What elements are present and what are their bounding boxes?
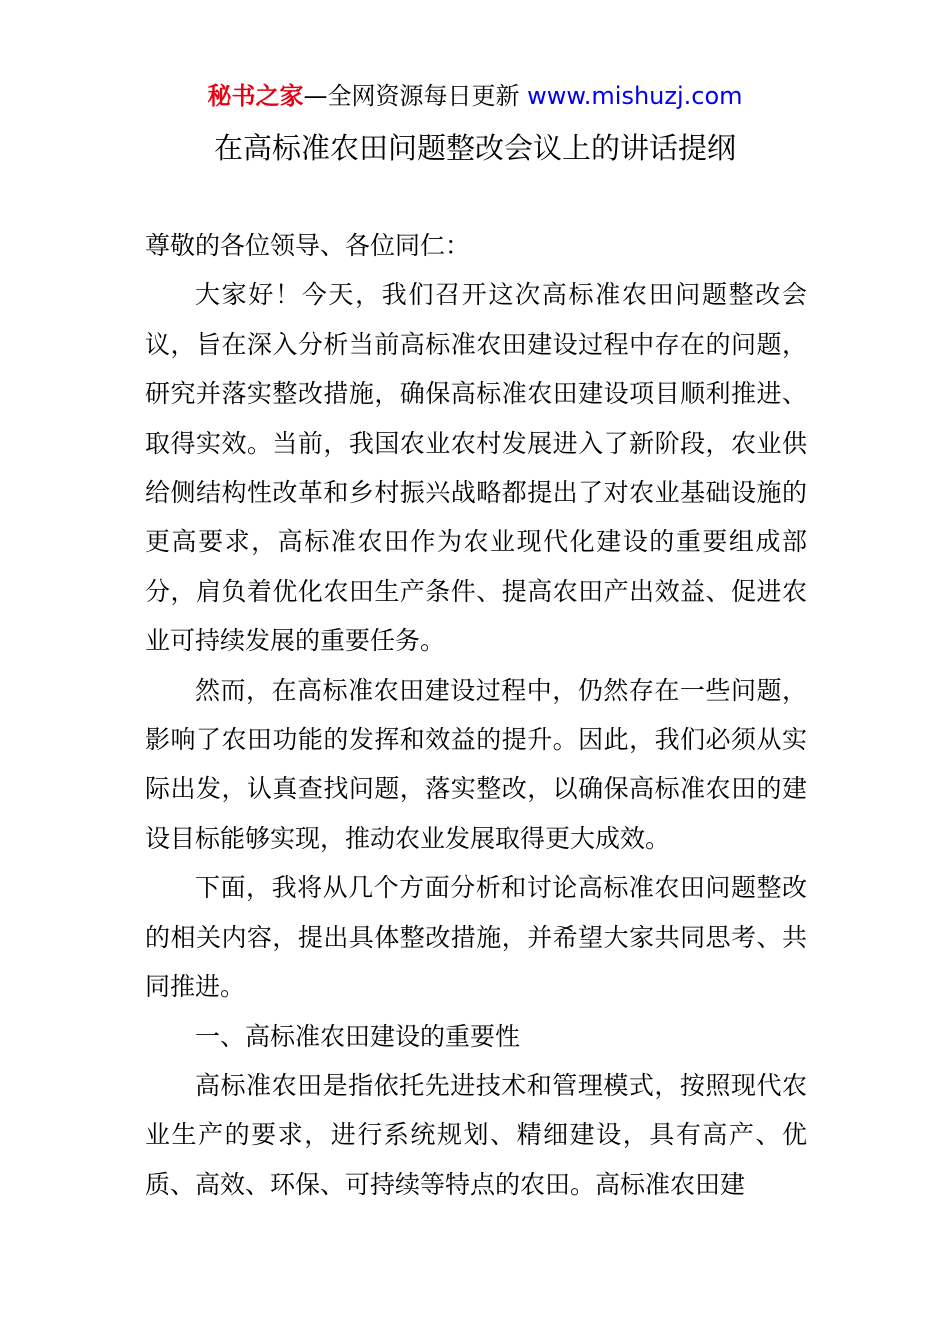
paragraph-outline: 下面，我将从几个方面分析和讨论高标准农田问题整改的相关内容，提出具体整改措施，并希望大家共同思考、共同推进。	[145, 873, 807, 1002]
document-title: 在高标准农田问题整改会议上的讲话提纲	[213, 131, 736, 165]
paragraph-intro: 大家好！今天，我们召开这次高标准农田问题整改会议，旨在深入分析当前高标准农田建设过程中存在的问题，研究并落实整改措施，确保高标准农田建设项目顺利推进、取得实效。当前，我国农业农村发展进入了新阶段，农业供给侧结构性改革和乡村振兴战略都提出了对农业基础设施的更高要求，高标准农田作为农业现代化建设的重要组成部分，肩负着优化农田生产条件、提高农田产出效益、促进农业可持续发展的重要任务。	[145, 280, 807, 656]
section-paragraph: 高标准农田是指依托先进技术和管理模式，按照现代农业生产的要求，进行系统规划、精细建设，具有高产、优质、高效、环保、可持续等特点的农田。高标准农田建	[145, 1070, 807, 1199]
document-body	[145, 221, 807, 1209]
site-brand: 秘书之家	[207, 82, 304, 110]
site-tagline: —全网资源每日更新	[303, 82, 520, 110]
paragraph-problems: 然而，在高标准农田建设过程中，仍然存在一些问题，影响了农田功能的发挥和效益的提升。因此，我们必须从实际出发，认真查找问题，落实整改，以确保高标准农田的建设目标能够实现，推动农业发展取得更大成效。	[145, 675, 807, 853]
site-header	[0, 80, 950, 112]
section-heading: 一、高标准农田建设的重要性	[195, 1021, 521, 1051]
salutation: 尊敬的各位领导、各位同仁：	[145, 231, 471, 260]
site-url-link[interactable]: www.mishuzj.com	[527, 82, 743, 110]
